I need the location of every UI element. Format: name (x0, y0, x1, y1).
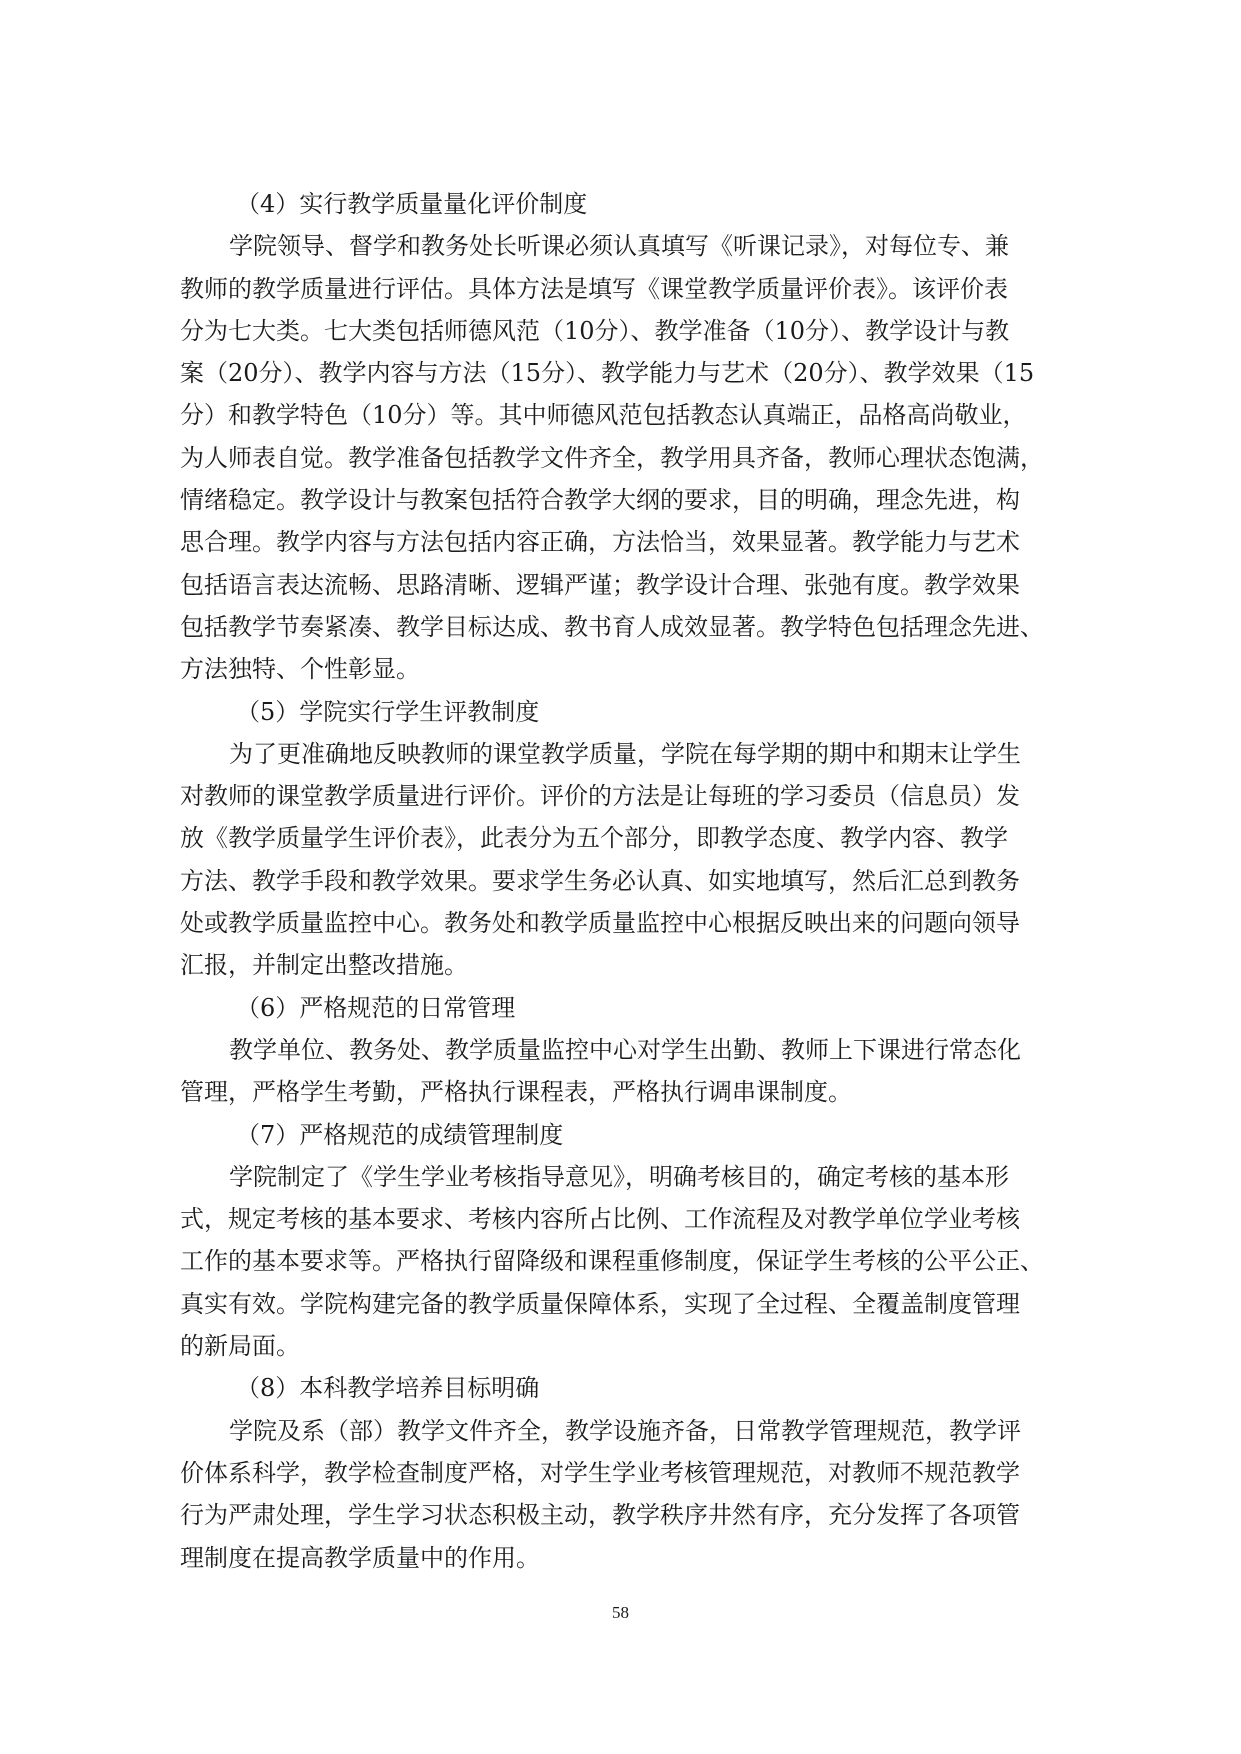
paragraph-line: 处或教学质量监控中心。教务处和教学质量监控中心根据反映出来的问题向领导 (180, 909, 1020, 938)
paragraph-line: 情绪稳定。教学设计与教案包括符合教学大纲的要求，目的明确，理念先进，构 (180, 486, 1020, 515)
paragraph-line: 学院制定了《学生学业考核指导意见》，明确考核目的，确定考核的基本形 (229, 1162, 1009, 1191)
paragraph-line: 方法独特、个性彰显。 (180, 655, 420, 684)
paragraph-line: 教学单位、教务处、教学质量监控中心对学生出勤、教师上下课进行常态化 (229, 1035, 1021, 1064)
paragraph-line: 理制度在提高教学质量中的作用。 (180, 1543, 540, 1572)
paragraph-line: 的新局面。 (180, 1332, 300, 1361)
paragraph-line: 行为严肃处理，学生学习状态积极主动，教学秩序井然有序，充分发挥了各项管 (180, 1501, 1020, 1530)
paragraph-line: 案（20分）、教学内容与方法（15分）、教学能力与艺术（20分）、教学效果（15 (180, 359, 1035, 388)
paragraph-line: 包括语言表达流畅、思路清晰、逻辑严谨；教学设计合理、张弛有度。教学效果 (180, 570, 1020, 599)
paragraph-line: 对教师的课堂教学质量进行评价。评价的方法是让每班的学习委员（信息员）发 (180, 782, 1020, 811)
section-heading: （5）学院实行学生评教制度 (236, 697, 540, 726)
section-heading: （6）严格规范的日常管理 (236, 993, 516, 1022)
paragraph-line: 为人师表自觉。教学准备包括教学文件齐全，教学用具齐备，教师心理状态饱满， (180, 443, 1044, 472)
paragraph-line: 价体系科学，教学检查制度严格，对学生学业考核管理规范，对教师不规范教学 (180, 1458, 1020, 1487)
section-heading: （8）本科教学培养目标明确 (236, 1374, 540, 1403)
paragraph-line: 分为七大类。七大类包括师德风范（10分）、教学准备（10分）、教学设计与教 (180, 316, 1010, 345)
paragraph-line: 学院及系（部）教学文件齐全，教学设施齐备，日常教学管理规范，教学评 (229, 1416, 1021, 1445)
paragraph-line: 真实有效。学院构建完备的教学质量保障体系，实现了全过程、全覆盖制度管理 (180, 1289, 1020, 1318)
section-heading: （7）严格规范的成绩管理制度 (236, 1120, 564, 1149)
section-heading: （4）实行教学质量量化评价制度 (236, 190, 588, 218)
paragraph-line: 为了更准确地反映教师的课堂教学质量，学院在每学期的期中和期末让学生 (229, 739, 1021, 768)
paragraph-line: 工作的基本要求等。严格执行留降级和课程重修制度，保证学生考核的公平公正、 (180, 1247, 1044, 1276)
page-number: 58 (612, 1603, 629, 1622)
paragraph-line: 方法、教学手段和教学效果。要求学生务必认真、如实地填写，然后汇总到教务 (180, 866, 1020, 895)
paragraph-line: 汇报，并制定出整改措施。 (180, 951, 468, 980)
paragraph-line: 包括教学节奏紧凑、教学目标达成、教书育人成效显著。教学特色包括理念先进、 (180, 612, 1044, 641)
paragraph-line: 式，规定考核的基本要求、考核内容所占比例、工作流程及对教学单位学业考核 (180, 1205, 1020, 1234)
paragraph-line: 管理，严格学生考勤，严格执行课程表，严格执行调串课制度。 (180, 1078, 852, 1107)
paragraph-line: 思合理。教学内容与方法包括内容正确，方法恰当，效果显著。教学能力与艺术 (180, 528, 1020, 557)
paragraph-line: 学院领导、督学和教务处长听课必须认真填写《听课记录》，对每位专、兼 (229, 232, 1009, 261)
paragraph-line: 教师的教学质量进行评估。具体方法是填写《课堂教学质量评价表》。该评价表 (180, 274, 1008, 303)
document-body (180, 183, 1062, 1579)
paragraph-line: 分）和教学特色（10分）等。其中师德风范包括教态认真端正，品格高尚敬业， (180, 401, 1027, 430)
paragraph-line: 放《教学质量学生评价表》，此表分为五个部分，即教学态度、教学内容、教学 (180, 824, 1008, 853)
